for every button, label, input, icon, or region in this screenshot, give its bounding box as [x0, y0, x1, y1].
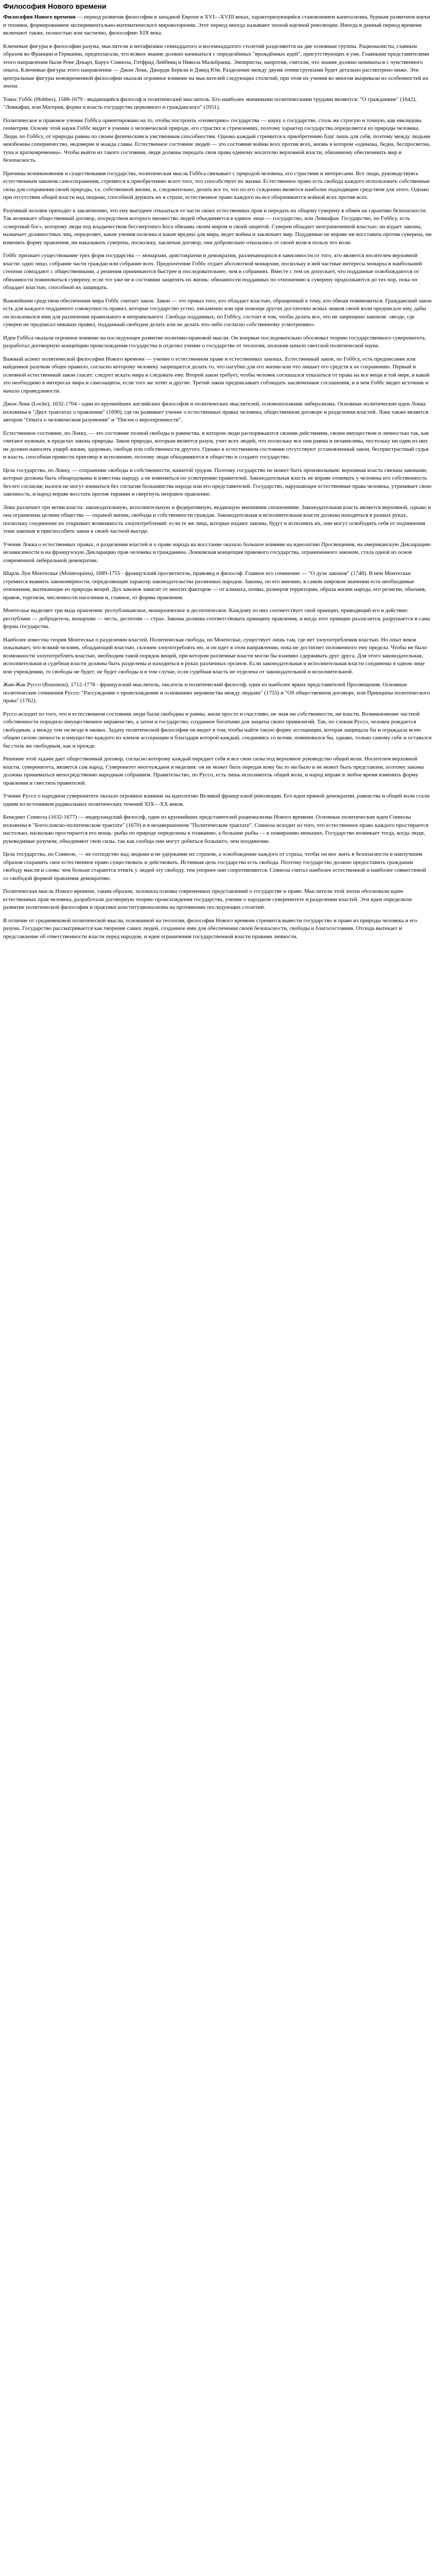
paragraph-text: В отличие от средневековой политической мысли, основанной на теологии, философия Нового времени стремится вывести государство и право из природы человека и его разума. Государство рассматривается как творение самих людей, созданное ими для обеспечения своей безопасности, свободы и благосостояния. Отсюда вытекает и представление об ответственности власти перед народом, и идея ограничения государственной власти правами личности.	[3, 917, 417, 940]
paragraph-lead: Философия Нового времени	[3, 14, 76, 20]
paragraph-text: Томас Гоббс (Hobbes), 1588-1679 - выдающийся философ и политический мыслитель. Его наиболее значимыми политическими трудами являются: "О гражданине" (1642), "Левиафан, или Материя, форма и власть государства церковного и гражданского" (1651).	[3, 96, 417, 110]
paragraph-text: Цель государства, по Локку, — сохранение свободы и собственности, нажитой трудом. Поэтому государство не может быть произвольным: верховная власть связана законами, которые должны быть обнародованы и известны народу, а не изменяться по усмотрению правителей. Законодательная власть не вправе отнимать у человека его собственность без его согласия; налоги не могут взиматься без согласия большинства народа или его представителей. Государство, нарушающее естественные права человека, утрачивает свою законность, и народ вправе восстать против тирании и свергнуть неправое правление.	[3, 467, 432, 497]
paragraph-text: Наиболее известна теория Монтескье о разделении властей. Политическая свобода, по Монтескье, существует лишь там, где нет злоупотребления властью. Но опыт веков показывает, что всякий человек, обладающий властью, склонен злоупотреблять ею, и он идет в этом направлении, пока не достигнет положенного ему предела. Чтобы не было возможности злоупотреблять властью, необходим такой порядок вещей, при котором различные власти могли бы взаимно сдерживать друг друга. Для этого законодательная, исполнительная и судебная власти должны быть разделены и находиться в руках различных органов. Если законодательная и исполнительная власти соединены в одном лице или учреждении, то свободы не будет; не будет свободы и в том случае, если судебная власть не отделена от законодательной и исполнительной.	[3, 636, 427, 675]
paragraph-text: Цель государства, по Спинозе, — не господство над людьми и не удержание их страхом, а освобождение каждого от страха, чтобы он мог жить в безопасности и наилучшим образом сохранять свое естественное право существовать и действовать. Истинная цель государства есть свобода. Поэтому государство должно предоставить гражданам свободу мысли и слова: чем больше стараются отнять у людей эту свободу, тем упорнее они сопротивляются. Спиноза считал наиболее естественной и наиболее совместимой со свободой формой правления демократию.	[3, 851, 426, 882]
paragraph-text: Ключевые фигуры в философии разума, мыслители и метафизики семнадцатого и восемнадцатого столетий разделяются на две основные группы. Рационалисты, главным образом во Франции и Германии, предполагали, что всякое знание должно начинаться с определённых "врождённых идей", присутствующих в уме. Главными представителями этого направления были Рене Декарт, Барух Спиноза, Готфрид Лейбниц и Никола Мальбранш. Эмпиристы, напротив, считали, что знание должно начинаться с чувственного опыта. Ключевые фигуры этого направления — Джон Локк, Джордж Беркли и Дэвид Юм. Разделение между двумя этими группами будет детально рассмотрено ниже. Эти центральные фигуры нововременной философии оказали огромное влияние на мыслителей следующих столетий; при этом их учения во многом вызревали из особенностей их эпохи.	[3, 43, 429, 89]
paragraph-text: Бенедикт Спиноза (1632-1677) — нидерландский философ, один из крупнейших представителей рационализма Нового времени. Основные политические идеи Спинозы изложены в "Богословско-политическом трактате" (1670) и в незавершенном "Политическом трактате". Спиноза исходит из того, что естественное право каждого простирается настолько, насколько простирается его мощь: рыбы по природе определены к плаванию, а большие рыбы — к пожиранию меньших. Государство возникает тогда, когда люди, руководимые разумом, объединяют свои силы, так как сообща они могут добиться большего, чем поодиночке.	[3, 814, 429, 844]
article-body	[3, 13, 432, 941]
paragraph	[3, 297, 432, 329]
paragraph	[3, 117, 432, 165]
paragraph	[3, 43, 432, 91]
paragraph-text: Причины возникновения и существования государства, политическая мысль Гоббса связывает с природой человека, его страстями и интересами. Все люди, руководствуясь естественным законом самосохранения, стремятся к приобретению всего того, что способствует их жизни. Естественное право есть свобода каждого использовать собственные силы для сохранения своей природы, т.е. собственной жизни, и, следовательно, делать все то, что по его суждению является наиболее подходящим средством для этого. Однако при отсутствии общей власти над людьми, способной держать их в страхе, естественное право каждого на все оборачивается войной всех против всех.	[3, 170, 430, 200]
paragraph	[3, 504, 432, 536]
paragraph	[3, 252, 432, 292]
paragraph	[3, 400, 432, 425]
paragraph	[3, 851, 432, 883]
paragraph	[3, 541, 432, 565]
paragraph-text: Монтескье выделяет три вида правления: республиканское, монархическое и деспотическое. Каждому из них соответствует свой принцип, приводящий его в действие: республике — добродетель, монархии — честь, деспотии — страх. Законы должны соответствовать принципу правления, и когда этот принцип разлагается, разрушается и сама форма государства.	[3, 607, 430, 630]
paragraph-text: Руссо исходит из того, что в естественном состоянии люди были свободны и равны, жили просто и счастливо, не зная ни собственности, ни власти. Возникновение частной собственности породило имущественное неравенство, а затем и государство, созданное богатыми для защиты своих привилегий. Так, по словам Руссо, человек рождается свободным, а между тем он везде в оковах. Задачу политической философии он видит в том, чтобы найти такую форму ассоциации, которая защищала бы и ограждала всею общею силою личность и имущество каждого из членов ассоциации и благодаря которой каждый, соединяясь со всеми, повиновался бы, однако, только самому себе и оставался бы столь же свободным, как и прежде.	[3, 710, 432, 749]
paragraph	[3, 355, 432, 396]
paragraph	[3, 636, 432, 676]
paragraph	[3, 96, 432, 112]
paragraph	[3, 430, 432, 462]
paragraph-text: Идеи Гоббса оказали огромное влияние на последующее развитие политико-правовой мысли. Он впервые последовательно обосновал теорию государственного суверенитета, разработал договорную концепцию происхождения государства и отделил учение о государстве от теологии, положив начало светской политической науке.	[3, 334, 426, 349]
paragraph-text: Жан-Жак Руссо (Rousseau), 1712-1778 - французский мыслитель, писатель и политический философ, один из наиболее ярких представителей Просвещения. Основные политические сочинения Руссо: "Рассуждение о происхождении и основаниях неравенства между людьми" (1755) и "Об общественном договоре, или Принципы политического права" (1762).	[3, 682, 430, 704]
paragraph	[3, 755, 432, 787]
paragraph-text: Учение Руссо о народном суверенитете оказало огромное влияние на идеологию Великой французской революции. Его идеи прямой демократии, равенства и общей воли стали одним из источников радикальных политических течений XIX—XX веков.	[3, 793, 430, 807]
paragraph-text: Гоббс признает существование трех форм государства — монархии, аристократии и демократии, различающихся в зависимости от того, кто является носителем верховной власти: одно лицо, собрание части граждан или собрание всех. Предпочтение Гоббс отдает абсолютной монархии, поскольку в ней частные интересы монарха в наибольшей степени совпадают с общественными, а решения принимаются быстрее и последовательнее, чем в собраниях. Вместе с тем он допускает, что подданные освобождаются от обязанности повиноваться суверену, если тот уже не в состоянии защитить их жизнь: обязанности подданных по отношению к суверену продолжаются до тех пор, пока он обладает властью, способной их защищать.	[3, 252, 422, 291]
paragraph-text: Шарль Луи Монтескье (Montesquieu), 1689-1755 - французский просветитель, правовед и философ. Главное его сочинение — "О духе законов" (1748). В нем Монтескье стремится выявить закономерности, определяющие характер законодательства различных народов. Законы, по его мнению, в самом широком значении есть необходимые отношения, вытекающие из природы вещей. Дух законов зависит от многих факторов — от климата, почвы, размеров территории, образа жизни народа, его религии, обычаев, нравов, торговли, численности населения и, главное, от формы правления.	[3, 570, 426, 601]
paragraph	[3, 607, 432, 631]
paragraph	[3, 334, 432, 350]
paragraph	[3, 814, 432, 845]
paragraph	[3, 570, 432, 602]
paragraph-text: Важнейшим средством обеспечения мира Гоббс считает закон. Закон — это приказ того, кто обладает властью, обращенный к тому, кто обязан повиноваться. Гражданский закон есть для каждого подданного совокупность правил, которые государство устно, письменно или при помощи других достаточно ясных знаков своей воли предписало ему, дабы он пользовался ими для различения правильного и неправильного. Свобода подданных, по Гоббсу, состоит в том, чтобы делать все, что не запрещено законом: «везде, где суверен не предписал никаких правил, подданный свободен делать или не делать что-либо согласно собственному усмотрению».	[3, 297, 432, 328]
paragraph	[3, 710, 432, 751]
paragraph-text: Разумный человек приходит к заключению, что ему выгоднее отказаться от части своих естественных прав и передать их общему суверену в обмен на гарантию безопасности. Так возникает общественный договор, посредством которого множество людей объединяется в единое лицо — государство, или Левиафан. Государство, по Гоббсу, есть «смертный бог», которому люди под владычеством бессмертного Бога обязаны своим миром и своей защитой. Суверен обладает неограниченной властью: он издает законы, назначает должностных лиц, определяет, какие учения полезны и какие вредны для мира, ведет войны и заключает мир. Подданные не вправе ни восставать против суверена, ни изменять форму правления, ни наказывать суверена, поскольку, заключая договор, они добровольно отказались от своей воли в пользу его воли.	[3, 207, 432, 246]
paragraph-text: Естественное состояние, по Локку, — это состояние полной свободы и равенства, в котором люди распоряжаются своими действиями, своим имуществом и личностью так, как считают нужным, в пределах закона природы. Закон природы, которым является разум, учит всех людей, что поскольку все они равны и независимы, постольку ни один из них не должен наносить ущерб жизни, здоровью, свободе или собственности другого. Однако в естественном состоянии отсутствуют установленный закон, беспристрастный судья и власть, способная привести приговор в исполнение, поэтому люди объединяются в общество и создают государство.	[3, 430, 429, 460]
page-title: Философия Нового времени	[3, 2, 107, 10]
paragraph	[3, 170, 432, 202]
paragraph	[3, 207, 432, 247]
paragraph	[3, 917, 432, 941]
paragraph	[3, 681, 432, 705]
paragraph-text: Политическое и правовое учение Гоббса ориентировано на то, чтобы построить «геометрию» государства — науку о государстве, столь же строгую и точную, как евклидова геометрия. Основу этой науки Гоббс видит в учении о человеческой природе, его страстях и стремлениях, поэтому характер государства определяется из природы человека. Люди, по Гоббсу, от природы равны по своим физическим и умственным способностям. Однако каждый стремится к приобретению благ лишь для себя, поэтому между людьми неизбежны соперничество, недоверие и жажда славы. Естественное состояние людей — это состояние войны всех против всех, жизнь в котором «одинока, бедна, беспросветна, тупа и кратковременна». Чтобы выйти из такого состояния, люди должны передать свои права единому носителю верховной власти, обязанному обеспечивать мир и безопасность.	[3, 117, 430, 163]
paragraph-text: Джон Локк (Locke), 1632-1704 - один из крупнейших английских философов и политических мыслителей, основоположник либерализма. Основные политические идеи Локка изложены в "Двух трактатах о правлении" (1690), где он развивает учение о естественных правах человека, общественном договоре и разделении властей. Локк также является автором "Опыта о человеческом разумении" и "Писем о веротерпимости".	[3, 401, 428, 423]
paragraph	[3, 888, 432, 912]
paragraph-text: Локк различает три ветви власти: законодательную, исполнительную и федеративную, ведающую внешними сношениями. Законодательная власть является верховной, однако и она ограничена целями общества — охраной жизни, свободы и собственности граждан. Законодательная и исполнительная власти должны находиться в разных руках, поскольку соединение их открывает возможность злоупотреблений: если те же лица, которые издают законы, будут и исполнять их, они могут освободить себя от подчинения этим законам и приспособить закон к своей частной выгоде.	[3, 504, 431, 534]
paragraph-text: Учение Локка о естественных правах, о разделении властей и о праве народа на восстание оказало большое влияние на идеологию Просвещения, на американскую Декларацию независимости и на французскую Декларацию прав человека и гражданина. Локковская концепция правового государства, ограниченного законом, стала одной из основ современной либеральной демократии.	[3, 541, 431, 564]
paragraph-text: — период развития философии в западной Европе в XVI—XVIII веках, характеризующийся становлением капитализма, бурным развитием науки и техники, формированием экспериментально-математического мировоззрения. Этот период иногда называют эпохой научной революции. Иногда в данный период времени включают также, полностью или частично, философию XIX века.	[3, 14, 430, 36]
paragraph-text: Политическая мысль Нового времени, таким образом, заложила основы современных представлений о государстве и праве. Мыслители этой эпохи обосновали идею естественных прав человека, разработали договорную теорию происхождения государства, учение о народном суверенитете и разделении властей. Эти идеи определили развитие политической философии и практики конституционализма на протяжении последующих столетий.	[3, 888, 412, 910]
paragraph	[3, 467, 432, 499]
paragraph-text: Важный аспект политической философии Нового времени — учение о естественном праве и естественных законах. Естественный закон, по Гоббсу, есть предписание или найденное разумом общее правило, согласно которому человеку запрещается делать то, что пагубно для его жизни или что лишает его средств к ее сохранению. Первый и основной естественный закон гласит: следует искать мира и следовать ему. Второй закон требует, чтобы человек соглашался отказаться от права на все вещи в той мере, в какой это необходимо в интересах мира и самозащиты, если того же хотят и другие. Третий закон предписывает соблюдать заключенные соглашения, и в нем Гоббс видит источник и начало справедливости.	[3, 355, 430, 394]
paragraph	[3, 13, 432, 38]
paragraph-text: Решение этой задачи дает общественный договор, согласно которому каждый передает себя и все свои силы под верховное руководство общей воли. Носителем верховной власти, суверенитета, является сам народ. Суверенитет неотчуждаем и неделим: он не может быть передан кому бы то ни было и не может быть представлен, поэтому законы должны приниматься непосредственно народным собранием. Правительство, по Руссо, есть лишь исполнитель общей воли, и народ вправе в любое время изменить форму правления и сместить правителей.	[3, 756, 424, 786]
paragraph	[3, 792, 432, 808]
